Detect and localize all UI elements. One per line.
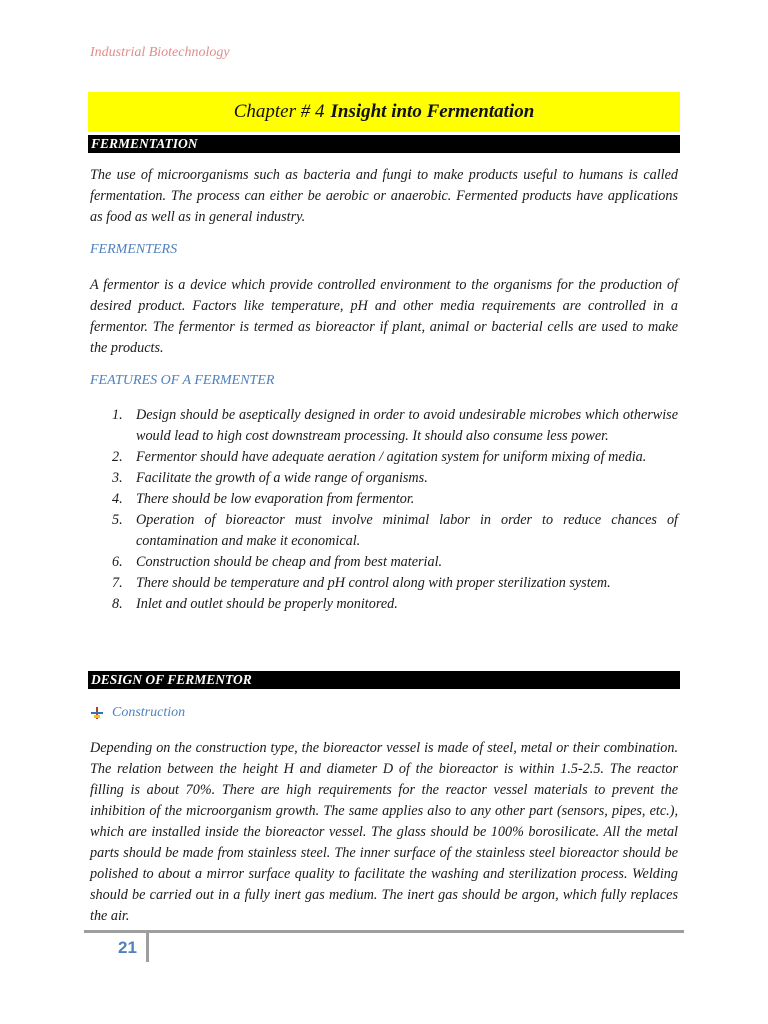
cross-bullet-icon — [90, 706, 104, 720]
construction-subheading-row — [90, 705, 185, 721]
chapter-prefix: Chapter # 4 — [233, 101, 325, 122]
chapter-title: Insight into Fermentation — [330, 101, 535, 122]
list-item: 7. There should be temperature and pH control along with proper sterilization system. — [112, 575, 611, 591]
list-item: 4. There should be low evaporation from fermentor. — [112, 491, 415, 507]
construction-paragraph: Depending on the construction type, the bioreactor vessel is made of steel, metal or their combination. The relation between the height H and diameter D of the bioreactor is within 1.5-2.5. The reactor filling is about 70%. There are high requirements for the reactor vessel materials to prevent the inhibition of the microorganism growth. The same applies also to any other part (sensors, pipes, etc.), which are installed inside the bioreactor vessel. The glass should be 100% borosilicate. All the metal parts should be made from stainless steel. The inner surface of the stainless steel bioreactor should be polished to about a mirror surface quality to facilitate the washing and sterilization process. Welding should be carried out in a fully inert gas medium. The inert gas should be argon, which fully replaces the air. — [90, 740, 678, 924]
list-item: 6. Construction should be cheap and from best material. — [112, 554, 443, 570]
fermenters-paragraph: A fermentor is a device which provide controlled environment to the organisms for the production of desired product. Factors like temperature, pH and other media requirements are controlled in a fermentor. The fermentor is termed as bioreactor if plant, animal or bacterial cells are used to make the products. — [90, 277, 678, 356]
section-heading-design: DESIGN OF FERMENTOR — [88, 671, 680, 689]
list-item: 5. Operation of bioreactor must involve minimal labor in order to reduce chances of contamination and make it economical. — [112, 512, 678, 549]
features-list — [90, 405, 678, 615]
running-header: Industrial Biotechnology — [90, 45, 230, 60]
construction-heading: Construction — [112, 705, 186, 720]
list-item: 2. Fermentor should have adequate aeration / agitation system for uniform mixing of media. — [112, 449, 647, 465]
section-heading-fermentation: FERMENTATION — [88, 135, 680, 153]
footer-vertical-divider — [146, 932, 149, 962]
page-number: 21 — [118, 938, 137, 957]
footer-divider — [84, 930, 684, 933]
section-heading-features: FEATURES OF A FERMENTER — [90, 373, 275, 388]
chapter-title-bar — [88, 92, 680, 132]
list-item: 1. Design should be aseptically designed in order to avoid undesirable microbes which otherwise would lead to high cost downstream processing. It should also consume less power. — [112, 407, 678, 444]
section-heading-fermenters: FERMENTERS — [90, 242, 178, 257]
fermentation-paragraph: The use of microorganisms such as bacteria and fungi to make products useful to humans is called fermentation. The process can either be aerobic or anaerobic. Fermented products have applications as food as well as in general industry. — [90, 167, 678, 225]
list-item: 3. Facilitate the growth of a wide range of organisms. — [112, 470, 428, 486]
list-item: 8. Inlet and outlet should be properly monitored. — [112, 596, 398, 612]
